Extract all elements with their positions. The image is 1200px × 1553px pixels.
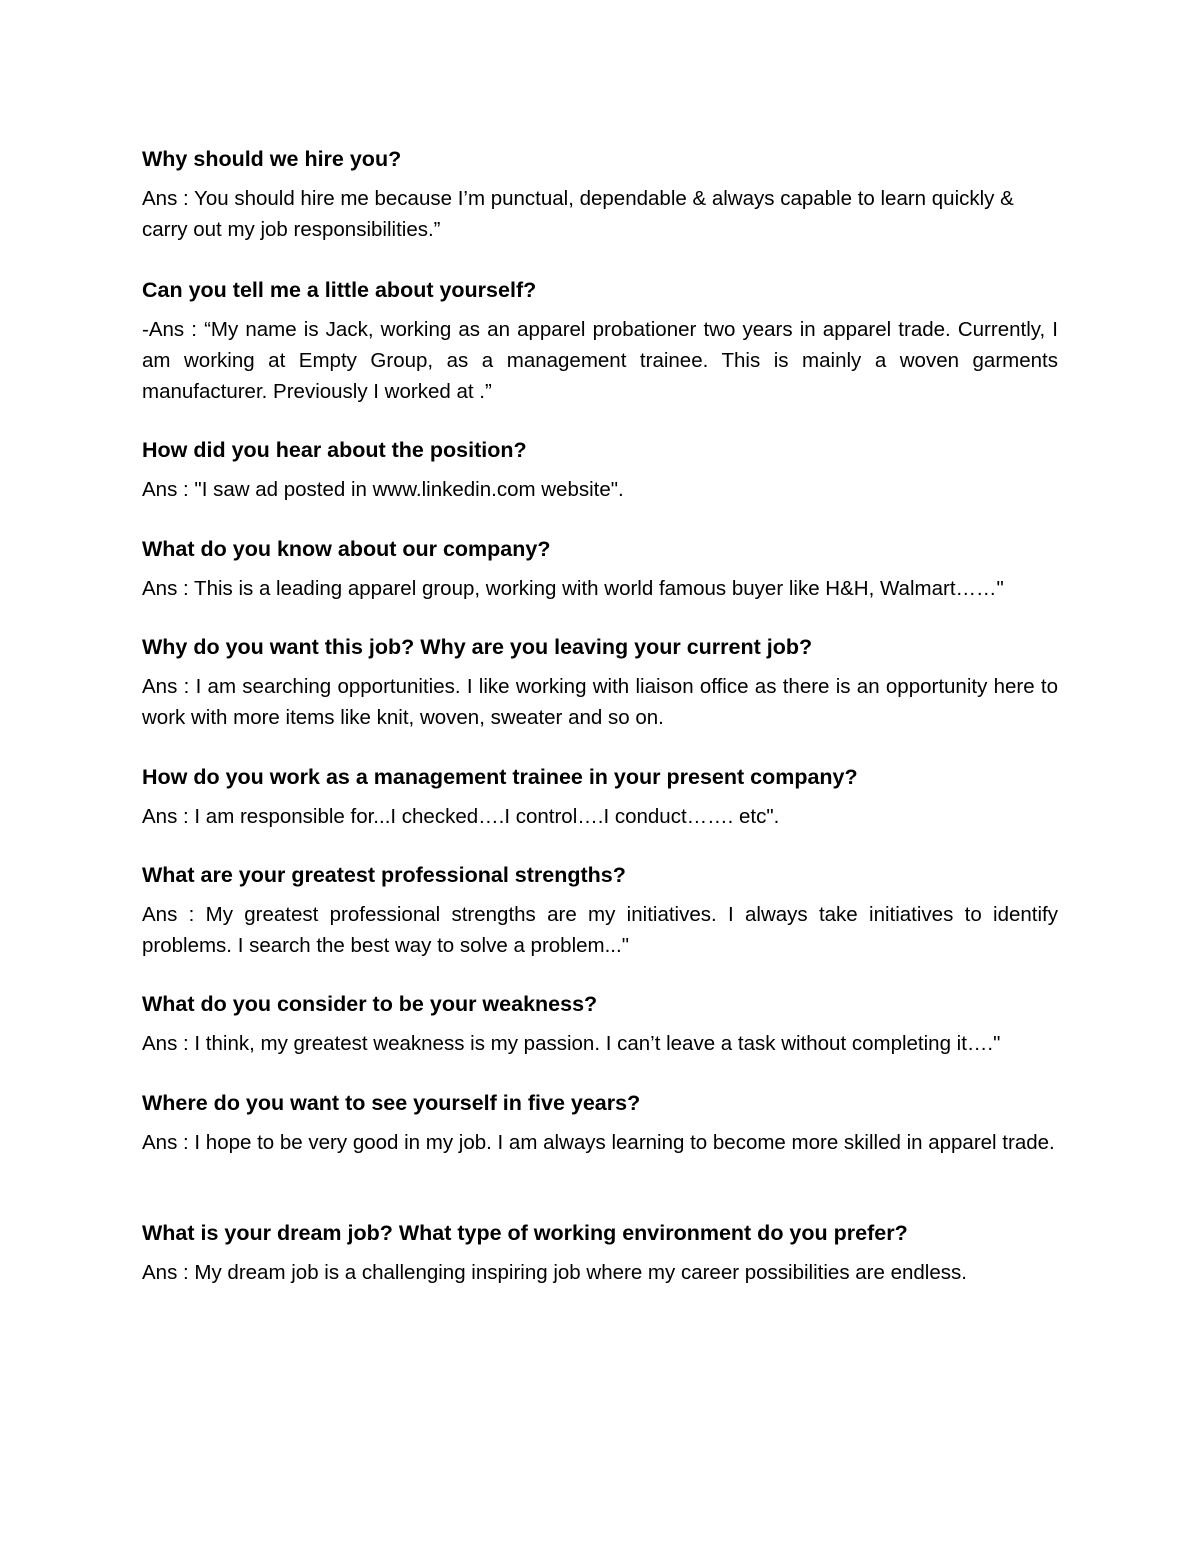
answer-text: Ans : I am responsible for...I checked….I control….I conduct……. etc".	[142, 805, 780, 828]
answer-text: Ans : I hope to be very good in my job. I am always learning to become more skilled in apparel trade.	[142, 1131, 1055, 1154]
answer-text: -Ans : “My name is Jack, working as an apparel probationer two years in apparel trade. Currently, I am working at Empty Group, as a management trainee. This is mainly a woven garments manufacturer. Previously I worked at .”	[142, 318, 1058, 403]
question-heading: How did you hear about the position?	[142, 438, 527, 462]
answer-text: Ans : I think, my greatest weakness is my passion. I can’t leave a task without completing it…."	[142, 1032, 1001, 1055]
answer-text: Ans : "I saw ad posted in www.linkedin.com website".	[142, 478, 624, 501]
question-heading: Where do you want to see yourself in five years?	[142, 1091, 641, 1115]
qa-block-company	[142, 533, 1058, 604]
answer-text: Ans : You should hire me because I’m punctual, dependable & always capable to learn quickly & carry out my job responsibilities.”	[142, 187, 1014, 241]
qa-block-why-job	[142, 631, 1058, 733]
answer-text: Ans : My dream job is a challenging inspiring job where my career possibilities are endless.	[142, 1261, 967, 1284]
question-heading: Can you tell me a little about yourself?	[142, 278, 537, 302]
qa-block-strengths	[142, 859, 1058, 961]
question-heading: How do you work as a management trainee in your present company?	[142, 765, 858, 789]
question-heading: What are your greatest professional strengths?	[142, 863, 626, 887]
qa-block-about-yourself	[142, 274, 1058, 407]
answer-text: Ans : I am searching opportunities. I like working with liaison office as there is an opportunity here to work with more items like knit, woven, sweater and so on.	[142, 675, 1058, 729]
question-heading: What do you consider to be your weakness?	[142, 992, 598, 1016]
question-heading: Why should we hire you?	[142, 147, 402, 171]
qa-block-management-trainee	[142, 761, 1058, 832]
qa-block-hire	[142, 143, 1058, 245]
answer-text: Ans : This is a leading apparel group, working with world famous buyer like H&H, Walmart……"	[142, 577, 1004, 600]
question-heading: What do you know about our company?	[142, 537, 551, 561]
qa-block-hear-position	[142, 434, 1058, 505]
answer-text: Ans : My greatest professional strengths are my initiatives. I always take initiatives to identify problems. I search the best way to solve a problem..."	[142, 903, 1058, 957]
qa-block-weakness	[142, 988, 1058, 1059]
qa-block-five-years	[142, 1087, 1058, 1158]
question-heading: Why do you want this job? Why are you leaving your current job?	[142, 635, 813, 659]
qa-block-dream-job	[142, 1217, 1058, 1288]
question-heading: What is your dream job? What type of working environment do you prefer?	[142, 1221, 908, 1245]
